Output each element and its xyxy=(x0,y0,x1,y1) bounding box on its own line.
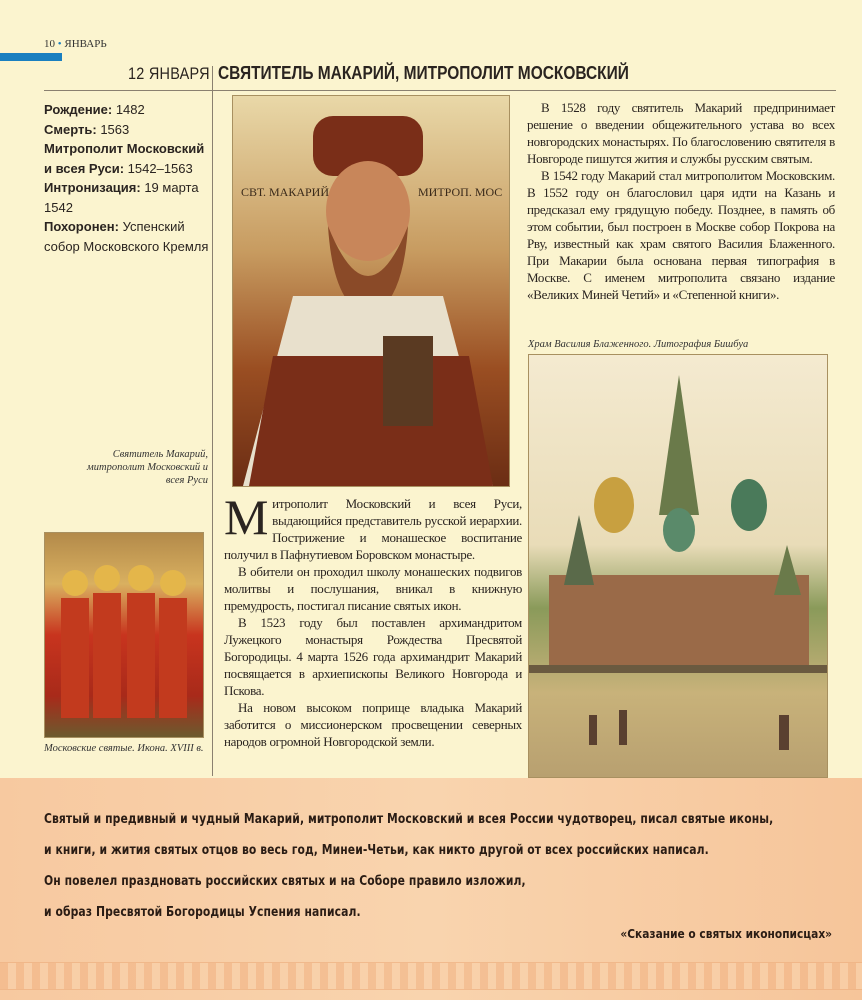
page-title: СВЯТИТЕЛЬ МАКАРИЙ, МИТРОПОЛИТ МОСКОВСКИЙ xyxy=(218,63,629,83)
info-death: Смерть: 1563 xyxy=(44,121,130,137)
quote-line: и образ Пресвятой Богородицы Успения написал. xyxy=(44,904,361,920)
info-enthronement: Интронизация: 19 марта 1542 xyxy=(44,180,199,215)
photo-caption: Храм Василия Блаженного. Литография Бишбуа xyxy=(528,339,749,350)
column-divider xyxy=(212,66,213,776)
section-name: ЯНВАРЬ xyxy=(64,38,107,50)
date-label: 12 ЯНВАРЯ xyxy=(128,64,210,83)
accent-bar xyxy=(0,53,62,61)
quote-line: Святый и предивный и чудный Макарий, митрополит Московский и всея России чудотворец, писал святые иконы, xyxy=(44,811,774,827)
right-article-text xyxy=(527,99,835,303)
page-number: 10 xyxy=(44,38,55,50)
icon-inscription-right: МИТРОП. МОС xyxy=(418,185,503,199)
ornament-border xyxy=(0,962,862,990)
quote-line: Он повелел праздновать российских святых и на Соборе правило изложил, xyxy=(44,873,526,889)
paragraph: В обители он проходил школу монашеских подвигов молитвы и послушания, вникал в книжную премудрость, постигал писание святых икон. xyxy=(224,564,522,613)
saint-makary-icon-image xyxy=(232,95,510,487)
moscow-saints-icon-image xyxy=(44,532,204,738)
icon-inscription-left: СВТ. МАКАРИЙ xyxy=(241,185,329,199)
drop-cap: М xyxy=(224,489,269,545)
info-box xyxy=(44,100,209,256)
running-head: 10 • ЯНВАРЬ xyxy=(44,38,107,50)
paragraph: В 1542 году Макарий стал митрополитом Московским. В 1552 году он благословил царя идти на Казань и предсказал ему грядущую победу. Позднее, в память об этом событии, был построен в Москве собор Покрова на Рву, известный как храм святого Василия Блаженного. При Макарии была основана первая типография в Москве. С именем митрополита связано издание «Великих Миней Четий» и «Степенной книги». xyxy=(527,168,835,302)
st-basils-cathedral-image xyxy=(528,354,828,778)
quote-line: и книги, и жития святых отцов во весь год, Минеи-Четьи, как никто другой от всех российских написал. xyxy=(44,842,709,858)
paragraph: В 1528 году святитель Макарий предпринимает решение о введении общежительного устава во всех новгородских монастырях. По благословению святителя в Новгороде пишутся жития и службы русским святым. xyxy=(527,100,835,166)
quote-source: «Сказание о святых иконописцах» xyxy=(620,926,832,941)
icon-small-caption: Московские святые. Икона. XVIII в. xyxy=(44,743,204,754)
paragraph: На новом высоком поприще владыка Макарий заботится о миссионерском просвещении северных народов огромной Новгородской земли. xyxy=(224,700,522,749)
info-burial: Похоронен: Успенский собор Московского Кремля xyxy=(44,219,209,254)
center-article-text: Митрополит Московский и всея Руси, выдающийся представитель русской иерархии. Пострижение и монашеское воспитание получил в Пафнутиевом Боровском монастыре. В обители он проходил школу монашеских подвигов молитвы и послушания, вникал в книжную премудрость, постигал писание святых икон. В 1523 году был поставлен архимандритом Лужецкого монастыря Рождества Пресвятой Богородицы. 4 марта 1526 года архимандрит Макарий посвящается в архиепископы Великого Новгорода и Пскова. На новом высоком поприще владыка Макарий заботится о миссионерском просвещении северных народов огромной Новгородской земли. xyxy=(224,489,522,749)
icon-main-caption: Святитель Макарий, митрополит Московский и всея Руси xyxy=(87,449,208,486)
quote-text xyxy=(44,804,773,928)
paragraph: В 1523 году был поставлен архимандритом Лужецкого монастыря Рождества Пресвятой Богородицы. 4 марта 1526 года архимандрит Макарий посвящается в архиепископы Великого Новгорода и Пскова. xyxy=(224,615,522,698)
info-metropolitan: Митрополит Московский и всея Руси: 1542–1563 xyxy=(44,141,205,176)
header-rule xyxy=(44,90,836,91)
info-birth: Рождение: 1482 xyxy=(44,102,145,117)
